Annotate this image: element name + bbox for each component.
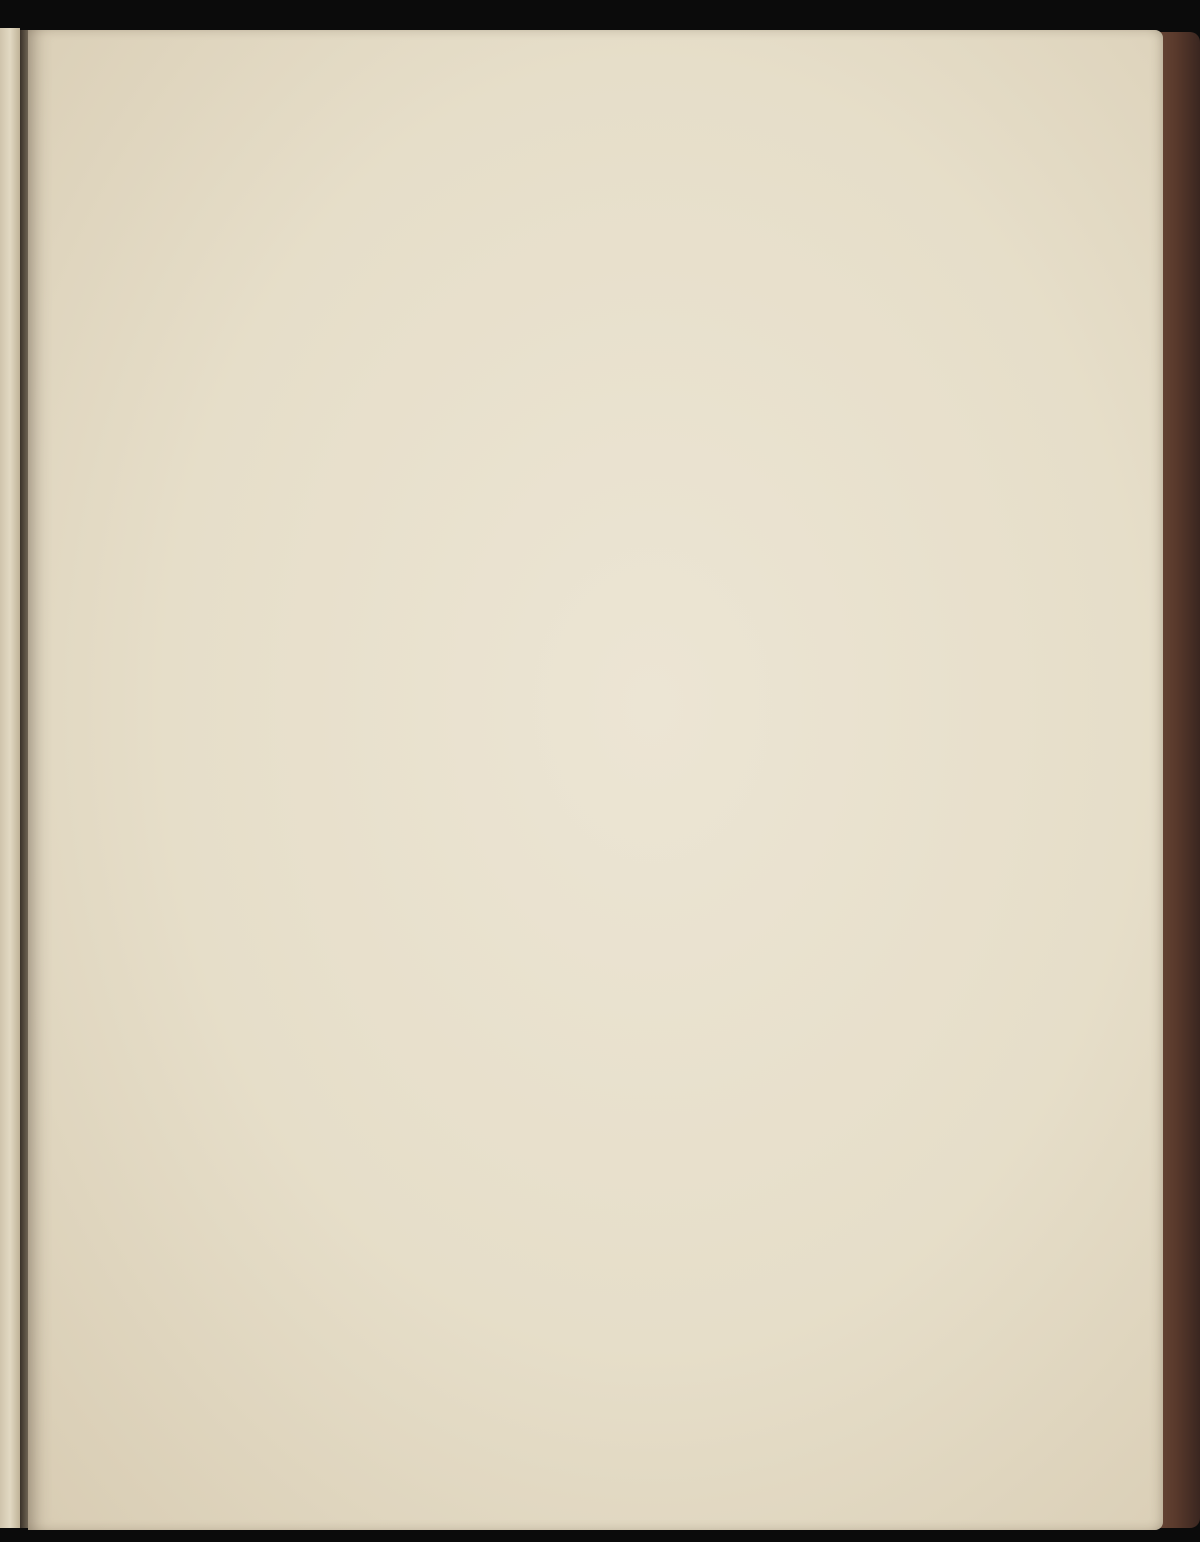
ornament-headpiece bbox=[90, 132, 950, 332]
previous-page-edge bbox=[0, 28, 20, 1528]
